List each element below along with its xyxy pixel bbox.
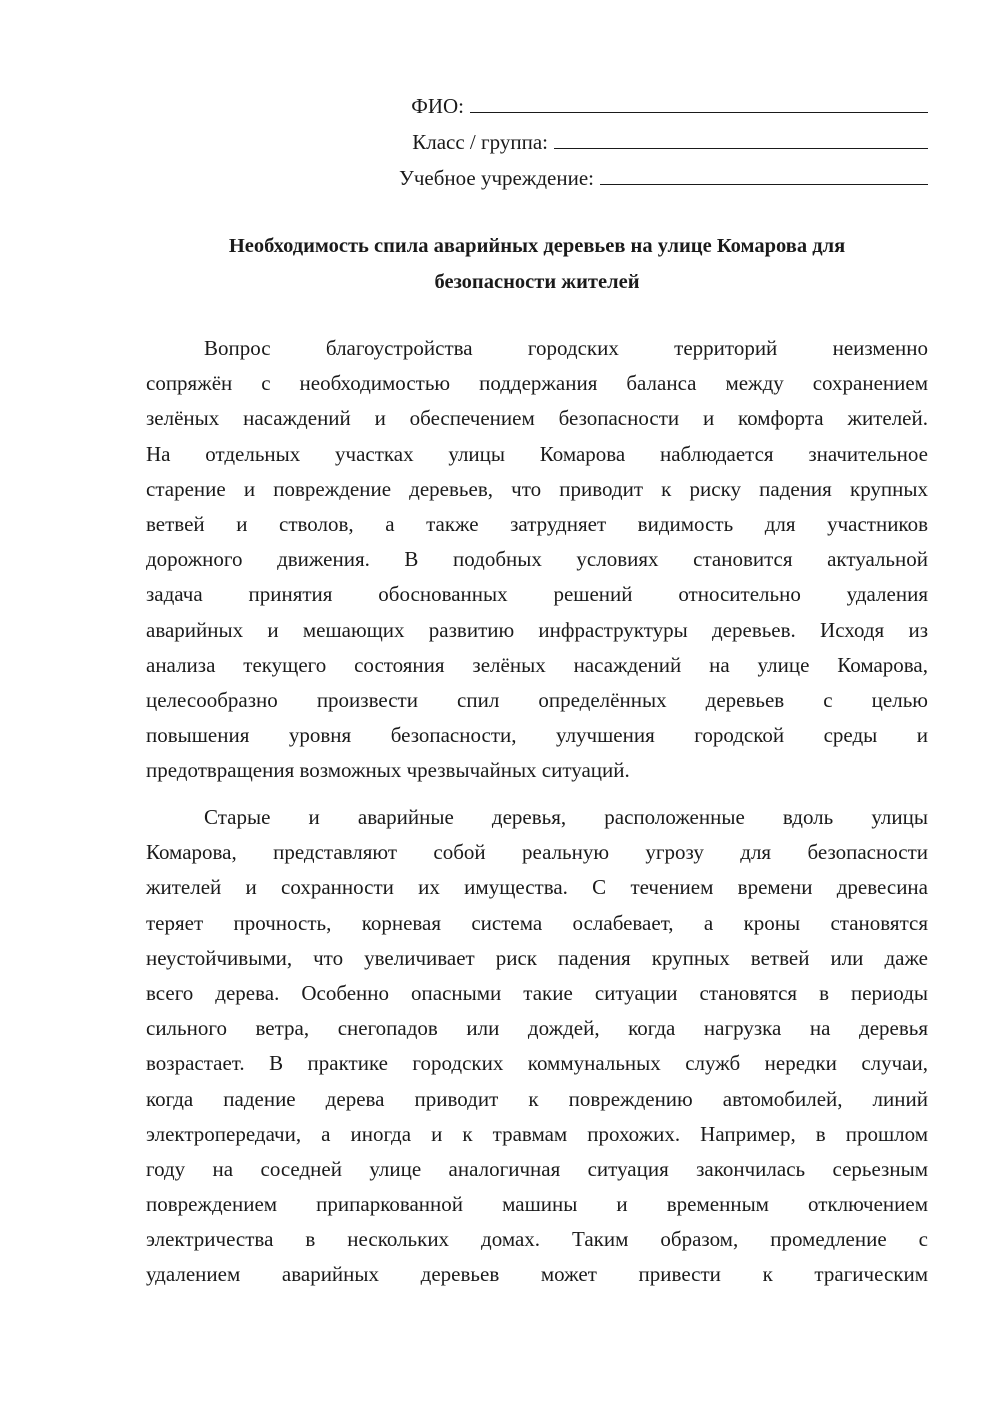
text-line: Старые и аварийные деревья, расположенные вдоль улицы — [204, 805, 928, 829]
text-line: сильного ветра, снегопадов или дождей, когда нагрузка на деревья — [146, 1016, 928, 1041]
text-line: сопряжён с необходимостью поддержания баланса между сохранением — [146, 371, 928, 396]
text-line: старение и повреждение деревьев, что приводит к риску падения крупных — [146, 476, 928, 501]
paragraph-1 — [146, 331, 928, 788]
text-line: всего дерева. Особенно опасными такие ситуации становятся в периоды — [146, 980, 928, 1005]
text-line: дорожного движения. В подобных условиях становится актуальной — [146, 547, 928, 572]
text-line: Вопрос благоустройства городских территорий неизменно — [204, 336, 928, 360]
text-line: когда падение дерева приводит к повреждению автомобилей, линий — [146, 1086, 928, 1111]
text-line: целесообразно произвести спил определённых деревьев с целью — [146, 687, 928, 712]
school-blank — [600, 164, 928, 185]
text-line: На отдельных участках улицы Комарова наблюдается значительное — [146, 441, 928, 466]
school-label: Учебное учреждение: — [398, 166, 594, 190]
fio-blank — [470, 92, 928, 113]
text-line: зелёных насаждений и обеспечением безопасности и комфорта жителей. — [146, 406, 928, 431]
text-line: задача принятия обоснованных решений относительно удаления — [146, 582, 928, 607]
school-line — [300, 164, 928, 200]
text-line: аварийных и мешающих развитию инфраструктуры деревьев. Исходя из — [146, 617, 928, 642]
student-info-header — [300, 92, 928, 200]
class-blank — [554, 128, 928, 149]
text-line: электропередачи, а иногда и к травмам прохожих. Например, в прошлом — [146, 1121, 928, 1146]
class-line — [300, 128, 928, 164]
text-line: повреждением припаркованной машины и временным отключением — [146, 1192, 928, 1217]
fio-line — [300, 92, 928, 128]
text-line: Комарова, представляют собой реальную угрозу для безопасности — [146, 840, 928, 865]
text-line: возрастает. В практике городских коммунальных служб нередки случаи, — [146, 1051, 928, 1076]
text-line: электричества в нескольких домах. Таким образом, промедление с — [146, 1227, 928, 1252]
text-line: жителей и сохранности их имущества. С течением времени древесина — [146, 875, 928, 900]
title-line: безопасности жителей — [434, 271, 640, 293]
fio-label: ФИО: — [411, 94, 464, 118]
text-line: предотвращения возможных чрезвычайных ситуаций. — [146, 758, 630, 783]
text-line: удалением аварийных деревьев может привести к трагическим — [146, 1262, 928, 1287]
paragraph-2 — [146, 800, 928, 1293]
text-line: теряет прочность, корневая система ослабевает, а кроны становятся — [146, 910, 928, 935]
text-line: повышения уровня безопасности, улучшения городской среды и — [146, 723, 928, 748]
title-line: Необходимость спила аварийных деревьев на улице Комарова для — [228, 235, 846, 257]
text-line: ветвей и стволов, а также затрудняет видимость для участников — [146, 511, 928, 536]
essay-title — [146, 228, 928, 300]
class-label: Класс / группа: — [412, 130, 548, 154]
text-line: неустойчивыми, что увеличивает риск падения крупных ветвей или даже — [146, 945, 928, 970]
text-line: году на соседней улице аналогичная ситуация закончилась серьезным — [146, 1156, 928, 1181]
text-line: анализа текущего состояния зелёных насаждений на улице Комарова, — [146, 652, 928, 677]
